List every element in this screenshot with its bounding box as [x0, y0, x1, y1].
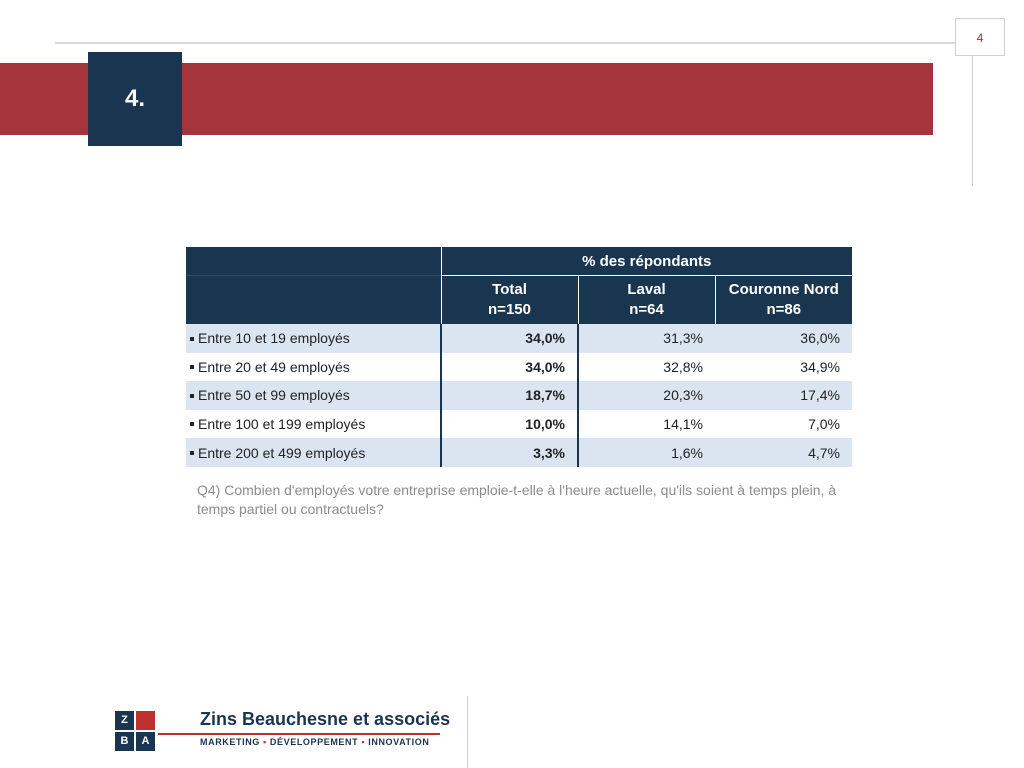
company-name: Zins Beauchesne et associés: [200, 709, 451, 729]
logo-letter-z: Z: [115, 711, 134, 730]
column-header-total: [441, 276, 578, 325]
column-name: Total: [492, 281, 527, 298]
row-label: [186, 381, 441, 410]
cell-total: 10,0%: [441, 410, 578, 439]
tagline-marketing: MARKETING: [200, 737, 260, 747]
page-title: Nombre d’employés des entreprises: [197, 148, 645, 178]
bullet-icon: [190, 394, 194, 398]
cell-total: 3,3%: [441, 438, 578, 467]
bullet-icon: [190, 451, 194, 455]
row-label: [186, 324, 441, 353]
row-label-text: Entre 200 et 499 employés: [198, 444, 366, 461]
top-divider: [55, 42, 955, 44]
tagline-innovation: INNOVATION: [368, 737, 430, 747]
cell-total: 34,0%: [441, 324, 578, 353]
table-row: [186, 438, 852, 467]
cell-couronne-nord: 7,0%: [808, 416, 840, 433]
table-row: [186, 410, 852, 439]
page-number-box: [955, 18, 1005, 56]
row-label-text: Entre 10 et 19 employés: [198, 330, 350, 347]
employee-count-table: [186, 247, 852, 467]
tagline-separator-icon: ▪: [361, 737, 369, 747]
row-label: [186, 438, 441, 467]
table-corner-cell: [186, 276, 441, 325]
logo-red-square: [136, 711, 155, 730]
section-number-block: [88, 52, 182, 146]
table-row: [186, 324, 852, 353]
logo-letter-a: A: [136, 732, 155, 751]
column-header-couronne-nord: [715, 276, 852, 325]
table-corner-cell: [186, 247, 441, 276]
cell-laval: 1,6%: [578, 438, 715, 467]
column-n: n=150: [488, 301, 531, 318]
column-name: Laval: [627, 281, 666, 298]
bullet-icon: [190, 337, 194, 341]
cell-total: 34,0%: [441, 353, 578, 382]
row-label-text: Entre 50 et 99 employés: [198, 387, 350, 404]
row-label-text: Entre 20 et 49 employés: [198, 358, 350, 375]
question-footnote: Q4) Combien d'employés votre entreprise emploie-t-elle à l'heure actuelle, qu'ils soient à temps plein, à temps partiel ou contractuels?: [197, 482, 837, 517]
column-n: n=86: [766, 301, 802, 318]
cell-laval: 32,8%: [663, 358, 703, 375]
tagline-separator-icon: ▪: [263, 737, 270, 747]
table-row: [186, 353, 852, 382]
row-label-text: Entre 100 et 199 employés: [198, 416, 366, 433]
cell-couronne-nord: 36,0%: [715, 324, 852, 353]
cell-couronne-nord: 17,4%: [715, 381, 852, 410]
cell-couronne-nord: 4,7%: [715, 438, 852, 467]
company-underline: [158, 733, 440, 735]
column-header-laval: [578, 276, 715, 325]
row-label: [186, 353, 441, 382]
zba-logo: [115, 711, 155, 751]
bullet-icon: [190, 365, 194, 369]
company-tagline: [200, 737, 429, 747]
page-number: 4: [976, 31, 984, 45]
cell-laval: 20,3%: [578, 381, 715, 410]
column-n: n=64: [629, 301, 664, 318]
cell-couronne-nord: 34,9%: [800, 358, 840, 375]
section-number: 4.: [124, 85, 145, 112]
table-group-header-row: [186, 247, 852, 276]
cell-total: 18,7%: [441, 381, 578, 410]
bullet-icon: [190, 422, 194, 426]
group-header: % des répondants: [441, 247, 852, 276]
footer-divider: [467, 696, 468, 768]
cell-laval: 14,1%: [663, 416, 703, 433]
vertical-divider: [972, 56, 973, 186]
column-name: Couronne Nord: [728, 281, 839, 298]
cell-laval: 31,3%: [578, 324, 715, 353]
table-row: [186, 381, 852, 410]
table-column-header-row: [186, 276, 852, 325]
row-label: [186, 410, 441, 439]
tagline-developpement: DÉVELOPPEMENT: [269, 737, 359, 747]
logo-letter-b: B: [115, 732, 134, 751]
